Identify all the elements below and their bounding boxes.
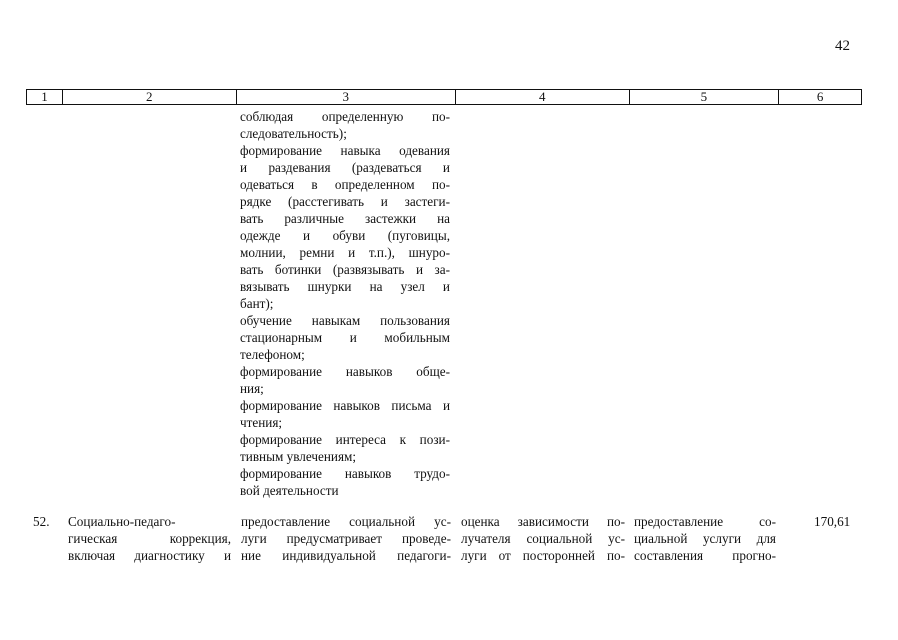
continued-service-description bbox=[240, 108, 450, 499]
header-col-3: 3 bbox=[237, 90, 456, 104]
description-line: молнии, ремни и т.п.), шнуро- bbox=[240, 245, 450, 260]
table-header-row bbox=[26, 89, 862, 105]
cell-line: циальной услуги для bbox=[634, 531, 776, 546]
description-line: ния; bbox=[240, 381, 264, 396]
page-number: 42 bbox=[835, 38, 850, 54]
header-col-1: 1 bbox=[27, 90, 63, 104]
description-line: формирование навыка одевания bbox=[240, 143, 450, 158]
description-line: вой деятельности bbox=[240, 483, 339, 498]
description-line: обучение навыкам пользования bbox=[240, 313, 450, 328]
description-line: телефоном; bbox=[240, 347, 305, 362]
cell-line: составления прогно- bbox=[634, 548, 776, 563]
description-line: и раздевания (раздеваться и bbox=[240, 160, 450, 175]
cell-line: предоставление социальной ус- bbox=[241, 514, 451, 529]
description-line: одежде и обуви (пуговицы, bbox=[240, 228, 450, 243]
cell-line: луги предусматривает проведе- bbox=[241, 531, 451, 546]
cell-line: Социально-педаго- bbox=[68, 514, 176, 529]
description-line: следовательность); bbox=[240, 126, 347, 141]
description-line: вязывать шнурки на узел и bbox=[240, 279, 450, 294]
header-col-5: 5 bbox=[630, 90, 780, 104]
description-line: рядке (расстегивать и застеги- bbox=[240, 194, 450, 209]
cell-line: гическая коррекция, bbox=[68, 531, 231, 546]
description-line: вать ботинки (развязывать и за- bbox=[240, 262, 450, 277]
description-line: вать различные застежки на bbox=[240, 211, 450, 226]
description-line: тивным увлечениям; bbox=[240, 449, 357, 464]
header-col-2: 2 bbox=[63, 90, 237, 104]
cell-line: луги от посторонней по- bbox=[461, 548, 625, 563]
cell-line: предоставление со- bbox=[634, 514, 776, 529]
description-line: формирование навыков обще- bbox=[240, 364, 450, 379]
header-col-6: 6 bbox=[816, 89, 824, 104]
description-line: бант); bbox=[240, 296, 274, 311]
cell-line: оценка зависимости по- bbox=[461, 514, 625, 529]
description-line: формирование навыков трудо- bbox=[240, 466, 450, 481]
row-52-service-description bbox=[241, 513, 451, 564]
header-col-4: 4 bbox=[456, 90, 630, 104]
row-52-provision-conditions bbox=[634, 513, 776, 564]
cell-line: ние индивидуальной педагоги- bbox=[241, 548, 451, 563]
row-52-service-name bbox=[68, 513, 231, 564]
description-line: стационарным и мобильным bbox=[240, 330, 450, 345]
row-52-need-assessment bbox=[461, 513, 625, 564]
cell-line: лучателя социальной ус- bbox=[461, 531, 625, 546]
row-52-number: 52. bbox=[33, 514, 50, 529]
row-52-tariff: 170,61 bbox=[814, 514, 851, 529]
cell-line: включая диагностику и bbox=[68, 548, 231, 563]
description-line: одеваться в определенном по- bbox=[240, 177, 450, 192]
description-line: формирование интереса к пози- bbox=[240, 432, 450, 447]
description-line: чтения; bbox=[240, 415, 283, 430]
description-line: формирование навыков письма и bbox=[240, 398, 450, 413]
description-line: соблюдая определенную по- bbox=[240, 109, 450, 124]
